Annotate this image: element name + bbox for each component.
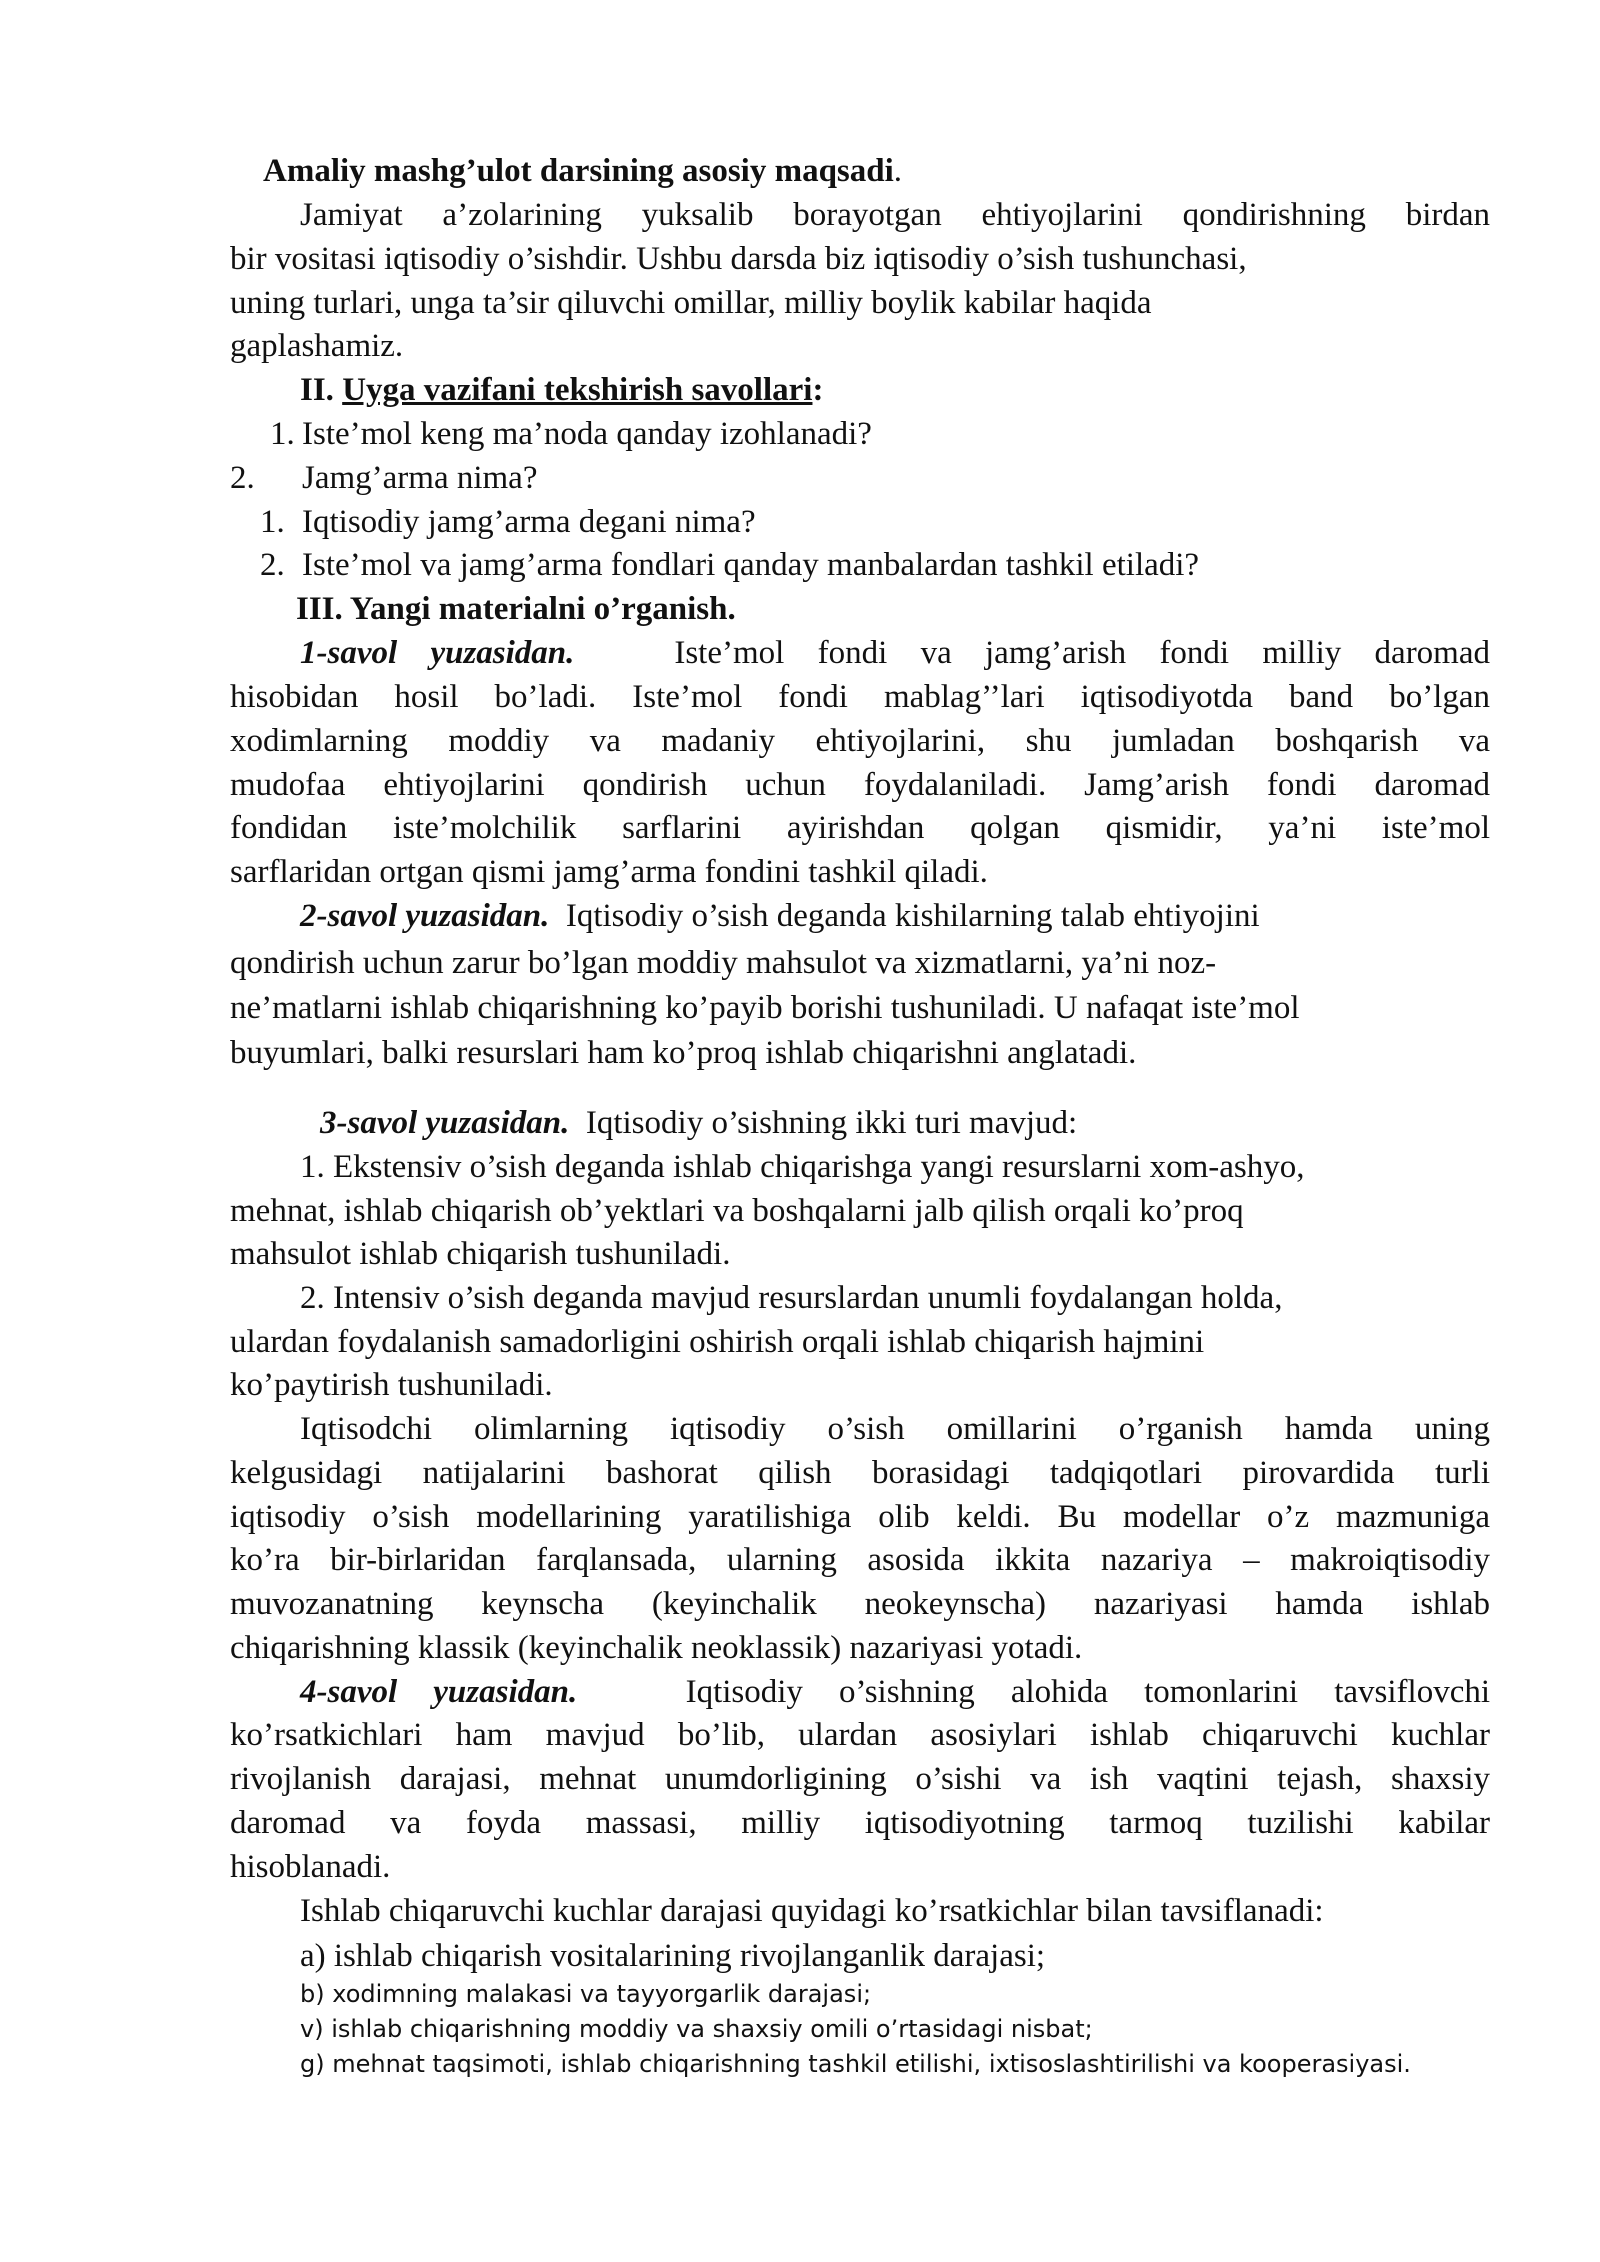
q4-line: a) ishlab chiqarish vositalarining rivojlanganlik darajasi;: [300, 1938, 1046, 1974]
q3-line: kelgusidagi natijalarini bashorat qilish borasidagi tadqiqotlari pirovardida turli: [230, 1455, 1490, 1491]
title-text: Amaliy mashg’ulot darsining asosiy maqsadi: [263, 153, 894, 189]
q4-line: ko’rsatkichlari ham mavjud bo’lib, ulardan asosiylari ishlab chiqaruvchi kuchlar: [230, 1717, 1490, 1753]
q3-line: 1. Ekstensiv o’sish deganda ishlab chiqarishga yangi resurslarni xom-ashyo,: [300, 1149, 1305, 1185]
q3-line: ko’ra bir-birlaridan farqlansada, ularning asosida ikkita nazariya – makroiqtisodiy: [230, 1542, 1490, 1578]
q4-small-item: g) mehnat taqsimoti, ishlab chiqarishning tashkil etilishi, ixtisoslashtirilishi va kooperasiyasi.: [300, 2050, 1411, 2078]
list-number: 1.: [260, 504, 285, 540]
q4-first-line: [300, 1674, 1490, 1712]
q4-line: daromad va foyda massasi, milliy iqtisodiyotning tarmoq tuzilishi kabilar: [230, 1805, 1490, 1841]
q1-line: hisobidan hosil bo’ladi. Iste’mol fondi mablag’’lari iqtisodiyotda band bo’lgan: [230, 679, 1490, 715]
intro-line: Jamiyat a’zolarining yuksalib borayotgan ehtiyojlarini qondirishning birdan: [300, 197, 1490, 233]
q2-line: qondirish uchun zarur bo’lgan moddiy mahsulot va xizmatlarni, ya’ni noz-: [230, 945, 1217, 981]
document-title: [263, 153, 1600, 191]
list-text: Iqtisodiy jamg’arma degani nima?: [302, 504, 756, 540]
section-2-colon: :: [812, 372, 824, 408]
list-text: Iste’mol keng ma’noda qanday izohlanadi?: [302, 416, 872, 452]
intro-line: uning turlari, unga ta’sir qiluvchi omillar, milliy boylik kabilar haqida: [230, 285, 1152, 321]
q3-label: 3-savol yuzasidan.: [320, 1105, 570, 1141]
q4-small-item: b) xodimning malakasi va tayyorgarlik darajasi;: [300, 1980, 872, 2008]
section-2-prefix: II.: [300, 372, 334, 408]
q4-label: 4-savol yuzasidan.: [300, 1674, 578, 1710]
section-3-heading: III. Yangi materialni o’rganish.: [296, 591, 736, 627]
list-number: 2.: [260, 547, 285, 583]
q3-line: muvozanatning keynscha (keyinchalik neokeynscha) nazariyasi hamda ishlab: [230, 1586, 1490, 1622]
q4-line: Ishlab chiqaruvchi kuchlar darajasi quyidagi ko’rsatkichlar bilan tavsiflanadi:: [300, 1893, 1324, 1929]
q4-line: rivojlanish darajasi, mehnat unumdorligining o’sishi va ish vaqtini tejash, shaxsiy: [230, 1761, 1490, 1797]
q2-first-line: [300, 898, 1600, 936]
intro-line: bir vositasi iqtisodiy o’sishdir. Ushbu darsda biz iqtisodiy o’sish tushunchasi,: [230, 241, 1247, 277]
q3-line: mahsulot ishlab chiqarish tushuniladi.: [230, 1236, 731, 1272]
list-text: Iste’mol va jamg’arma fondlari qanday manbalardan tashkil etiladi?: [302, 547, 1200, 583]
q3-first-line: [320, 1105, 1600, 1143]
q4-small-item: v) ishlab chiqarishning moddiy va shaxsiy omili o’rtasidagi nisbat;: [300, 2015, 1093, 2043]
q1-line: fondidan iste’molchilik sarflarini ayirishdan qolgan qismidir, ya’ni iste’mol: [230, 810, 1490, 846]
q4-line: hisoblanadi.: [230, 1849, 391, 1885]
q2-line: ne’matlarni ishlab chiqarishning ko’payib borishi tushuniladi. U nafaqat iste’mol: [230, 990, 1300, 1026]
q3-line: Iqtisodchi olimlarning iqtisodiy o’sish omillarini o’rganish hamda uning: [300, 1411, 1490, 1447]
q3-line: ko’paytirish tushuniladi.: [230, 1367, 553, 1403]
list-text: Jamg’arma nima?: [302, 460, 538, 496]
intro-line: gaplashamiz.: [230, 328, 404, 364]
q2-label: 2-savol yuzasidan.: [300, 898, 550, 934]
q3-line: 2. Intensiv o’sish deganda mavjud resurslardan unumli foydalangan holda,: [300, 1280, 1283, 1316]
q3-line: chiqarishning klassik (keyinchalik neoklassik) nazariyasi yotadi.: [230, 1630, 1083, 1666]
q2-text: Iqtisodiy o’sish deganda kishilarning talab ehtiyojini: [565, 898, 1260, 934]
q4-text: Iqtisodiy o’sishning alohida tomonlarini tavsiflovchi: [685, 1674, 1491, 1710]
list-number: 2.: [230, 460, 255, 496]
q3-line: ulardan foydalanish samadorligini oshirish orqali ishlab chiqarish hajmini: [230, 1324, 1205, 1360]
q1-line: sarflaridan ortgan qismi jamg’arma fondini tashkil qiladi.: [230, 854, 988, 890]
section-2-title: Uyga vazifani tekshirish savollari: [342, 372, 813, 408]
section-2-heading: [300, 372, 1600, 410]
q1-label: 1-savol yuzasidan.: [300, 635, 575, 671]
title-dot: .: [893, 153, 903, 189]
list-number: 1.: [270, 416, 295, 452]
q3-line: iqtisodiy o’sish modellarining yaratilishiga olib keldi. Bu modellar o’z mazmuniga: [230, 1499, 1490, 1535]
q1-first-line: [300, 635, 1490, 673]
q2-line: buyumlari, balki resurslari ham ko’proq ishlab chiqarishni anglatadi.: [230, 1035, 1137, 1071]
q3-text: Iqtisodiy o’sishning ikki turi mavjud:: [585, 1105, 1078, 1141]
q1-line: xodimlarning moddiy va madaniy ehtiyojlarini, shu jumladan boshqarish va: [230, 723, 1490, 759]
q1-text: Iste’mol fondi va jamg’arish fondi milliy daromad: [674, 635, 1490, 671]
q3-line: mehnat, ishlab chiqarish ob’yektlari va boshqalarni jalb qilish orqali ko’proq: [230, 1193, 1244, 1229]
q1-line: mudofaa ehtiyojlarini qondirish uchun foydalaniladi. Jamg’arish fondi daromad: [230, 767, 1490, 803]
